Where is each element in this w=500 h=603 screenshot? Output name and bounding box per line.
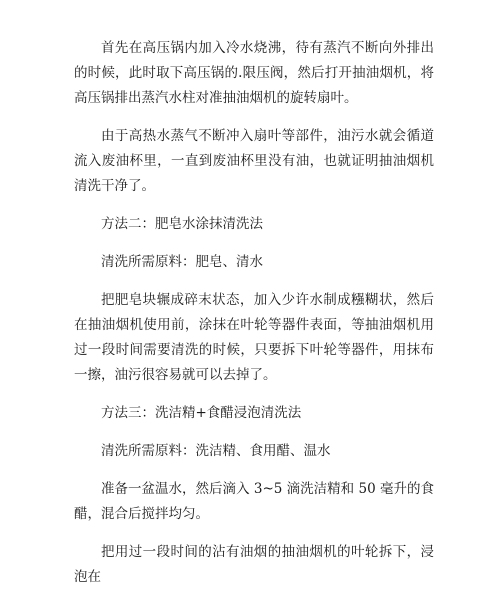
heading-method-two: 方法二：肥皂水涂抹清洗法 [101,216,263,232]
paragraph-method-three-materials: 清洗所需原料：洗洁精、食用醋、温水 [101,443,331,459]
heading-method-three: 方法三：洗洁精+食醋浸泡清洗法 [101,405,302,421]
paragraph-soak-impeller: 把用过一段时间的沾有油烟的抽油烟机的叶轮拆下，浸泡在 [74,544,434,585]
document-body [74,36,434,603]
paragraph-steam-explanation: 由于高热水蒸气不断冲入扇叶等部件，油污水就会循道流入废油杯里，一直到废油杯里没有油，也就证明抽油烟机清洗干净了。 [74,128,434,194]
paragraph-soap-method: 把肥皂块辗成碎末状态，加入少许水制成糨糊状，然后在抽油烟机使用前，涂抹在叶轮等器件表面，等抽油烟机用过一段时间需要清洗的时候，只要拆下叶轮等器件，用抹布一擦，油污很容易就可以去掉了。 [74,292,434,383]
paragraph-pressure-cooker-method: 首先在高压锅内加入冷水烧沸，待有蒸汽不断向外排出的时候，此时取下高压锅的.限压阀，然后打开抽油烟机，将高压锅排出蒸汽水柱对准抽油烟机的旋转扇叶。 [74,40,434,106]
paragraph-method-two-materials: 清洗所需原料：肥皂、清水 [101,254,263,270]
paragraph-warm-water-mix: 准备一盆温水，然后滴入 3~5 滴洗洁精和 50 毫升的食醋，混合后搅拌均匀。 [74,481,434,522]
